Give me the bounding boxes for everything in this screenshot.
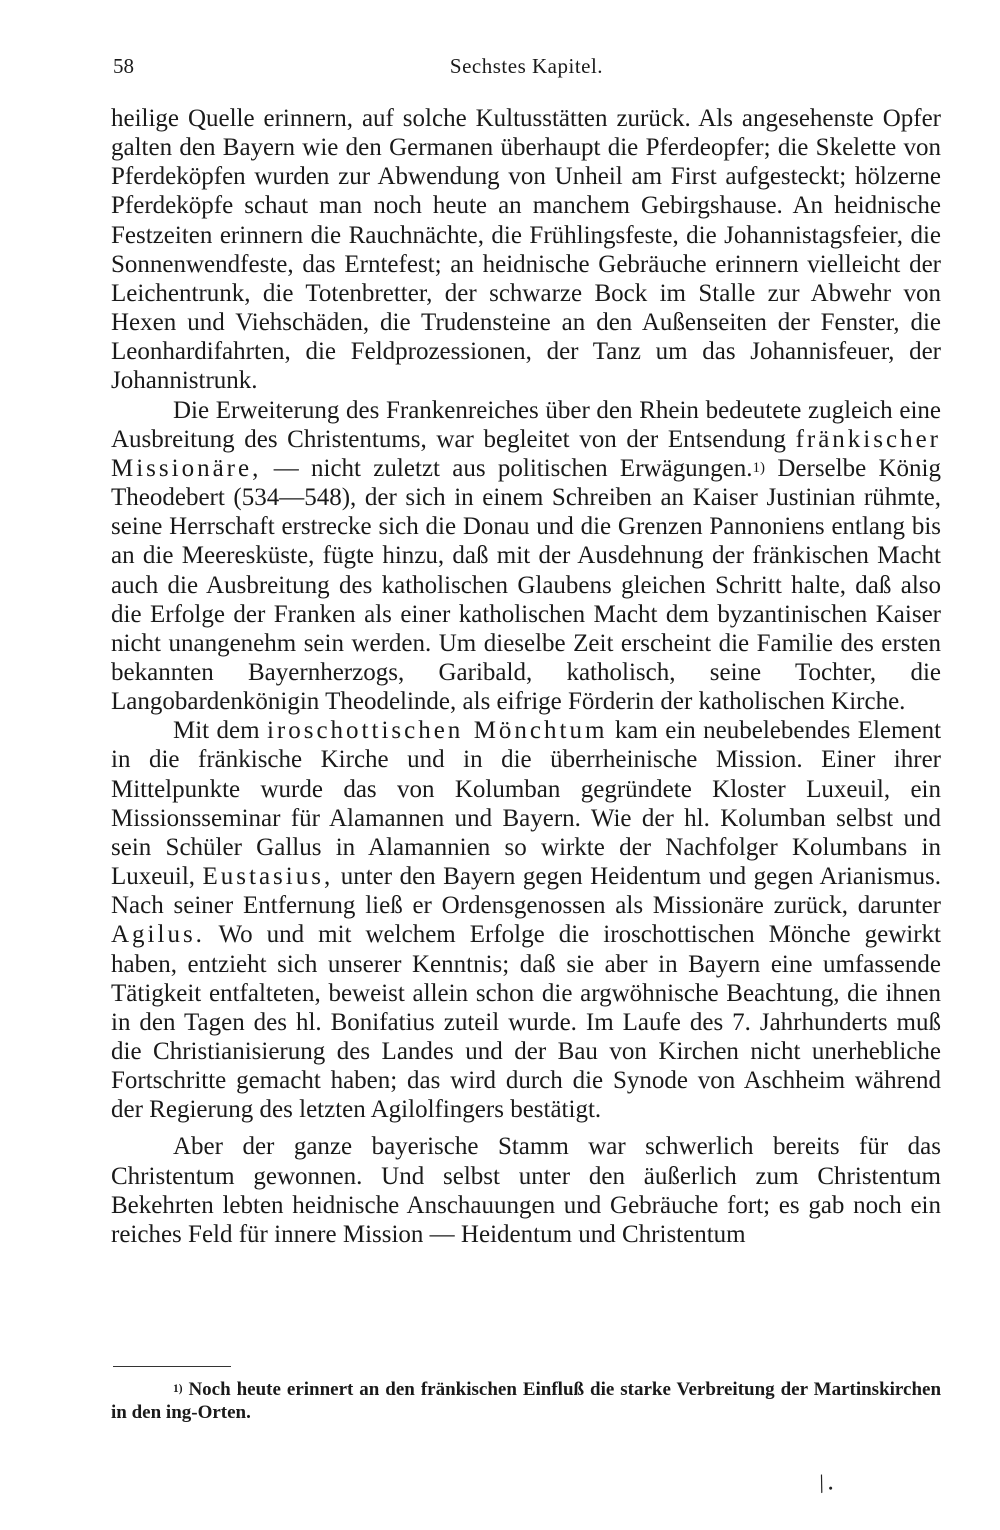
paragraph-1	[111, 104, 941, 396]
footnote-marker: 1)	[173, 1383, 183, 1396]
paragraph-text: kam ein neubelebendes Element in die fränkische Kirche und in die überrheinische Mission. Einer ihrer Mittelpunkte wurde das von Kolumban gegründete Kloster Luxeuil, ein Missionsseminar für Alamannen und Bayern. Wie der hl. Kolumban selbst und sein Schüler Gallus in Alamannien so wirkte der Nachfolger Kolumbans in Luxeuil,	[111, 717, 942, 891]
page-header	[113, 54, 940, 86]
paragraph-text: — nicht zuletzt aus politischen Erwägungen.	[273, 454, 753, 482]
emphasized-text: Agilus.	[111, 921, 205, 949]
paragraph-3	[111, 716, 941, 1124]
footnote-divider	[113, 1366, 231, 1367]
paragraph-2	[111, 396, 941, 717]
margin-mark: /.	[813, 1466, 837, 1499]
paragraph-text: heilige Quelle erinnern, auf solche Kultusstätten zurück. Als angesehenste Opfer galten den Bayern wie den Germanen überhaupt die Pferdeopfer; die Skelette von Pferdeköpfen wurden zur Abwendung von Unheil am First aufgesteckt; hölzerne Pferdeköpfe schaut man noch heute an manchem Gebirgshause. An heidnische Festzeiten erinnern die Rauchnächte, die Frühlingsfeste, die Johannistagsfeier, die Sonnenwendfeste, das Erntefest; an heidnische Gebräuche erinnern vielleicht der Leichentrunk, die Totenbretter, der schwarze Bock im Stalle zur Abwehr von Hexen und Viehschäden, die Trudensteine an den Außenseiten der Fenster, die Leonhardifahrten, die Feldprozessionen, der Tanz um das Johannisfeuer, der Johannistrunk.	[111, 105, 941, 395]
emphasized-text: iroschottischen Mönchtum	[266, 717, 608, 745]
page-number: 58	[113, 54, 134, 78]
body-text	[111, 104, 941, 1249]
paragraph-4	[111, 1132, 941, 1249]
emphasized-text: fränkischer Missionäre,	[111, 425, 942, 482]
paragraph-text: Wo und mit welchem Erfolge die iroschottischen Mönche gewirkt haben, entzieht sich unserer Kenntnis; daß sie aber in Bayern eine umfassende Tätigkeit entfalteten, beweist allein schon die argwöhnische Beachtung, die ihnen in den Tagen des hl. Bonifatius zuteil wurde. Im Laufe des 7. Jahrhunderts muß die Christianisierung des Landes und der Bau von Kirchen nicht unerhebliche Fortschritte gemacht haben; das wird durch die Synode von Aschheim während der Regierung des letzten Agilolfingers bestätigt.	[111, 921, 941, 1124]
paragraph-text: Mit dem	[173, 717, 260, 745]
paragraph-text: Die Erweiterung des Frankenreiches über den Rhein bedeutete zugleich eine Ausbreitung des Christentums, war begleitet von der Entsendung	[111, 396, 941, 453]
paragraph-text: unter den Bayern gegen Heidentum und gegen Arianismus. Nach seiner Entfernung ließ er Ordensgenossen als Missionäre zurück, darunter	[111, 863, 941, 920]
footnote	[111, 1378, 941, 1424]
paragraph-text: Aber der ganze bayerische Stamm war schwerlich bereits für das Christentum gewonnen. Und selbst unter den äußerlich zum Christentum Bekehrten lebten heidnische Anschauungen und Gebräuche fort; es gab noch ein reiches Feld für innere Mission — Heidentum und Christentum	[111, 1133, 941, 1248]
emphasized-text: Eustasius,	[202, 863, 334, 891]
footnote-text: Noch heute erinnert an den fränkischen Einfluß die starke Verbreitung der Martinskirchen in den ing-Orten.	[111, 1379, 942, 1423]
running-head: Sechstes Kapitel.	[449, 54, 604, 78]
paragraph-text: Derselbe König Theodebert (534—548), der sich in einem Schreiben an Kaiser Justinian rühmte, seine Herrschaft erstrecke sich die Donau und die Grenzen Pannoniens entlang bis an die Meeresküste, fügte hinzu, daß mit der Ausdehnung der fränkischen Macht auch die Ausbreitung des katholischen Glaubens gleichen Schritt halte, daß also die Erfolge der Franken als einer katholischen Macht dem byzantinischen Kaiser nicht unangenehm sein werden. Um dieselbe Zeit erscheint die Familie des ersten bekannten Bayernherzogs, Garibald, katholisch, seine Tochter, die Langobardenkönigin Theodelinde, als eifrige Förderin der katholischen Kirche.	[111, 454, 942, 716]
footnote-reference: 1)	[752, 460, 766, 477]
